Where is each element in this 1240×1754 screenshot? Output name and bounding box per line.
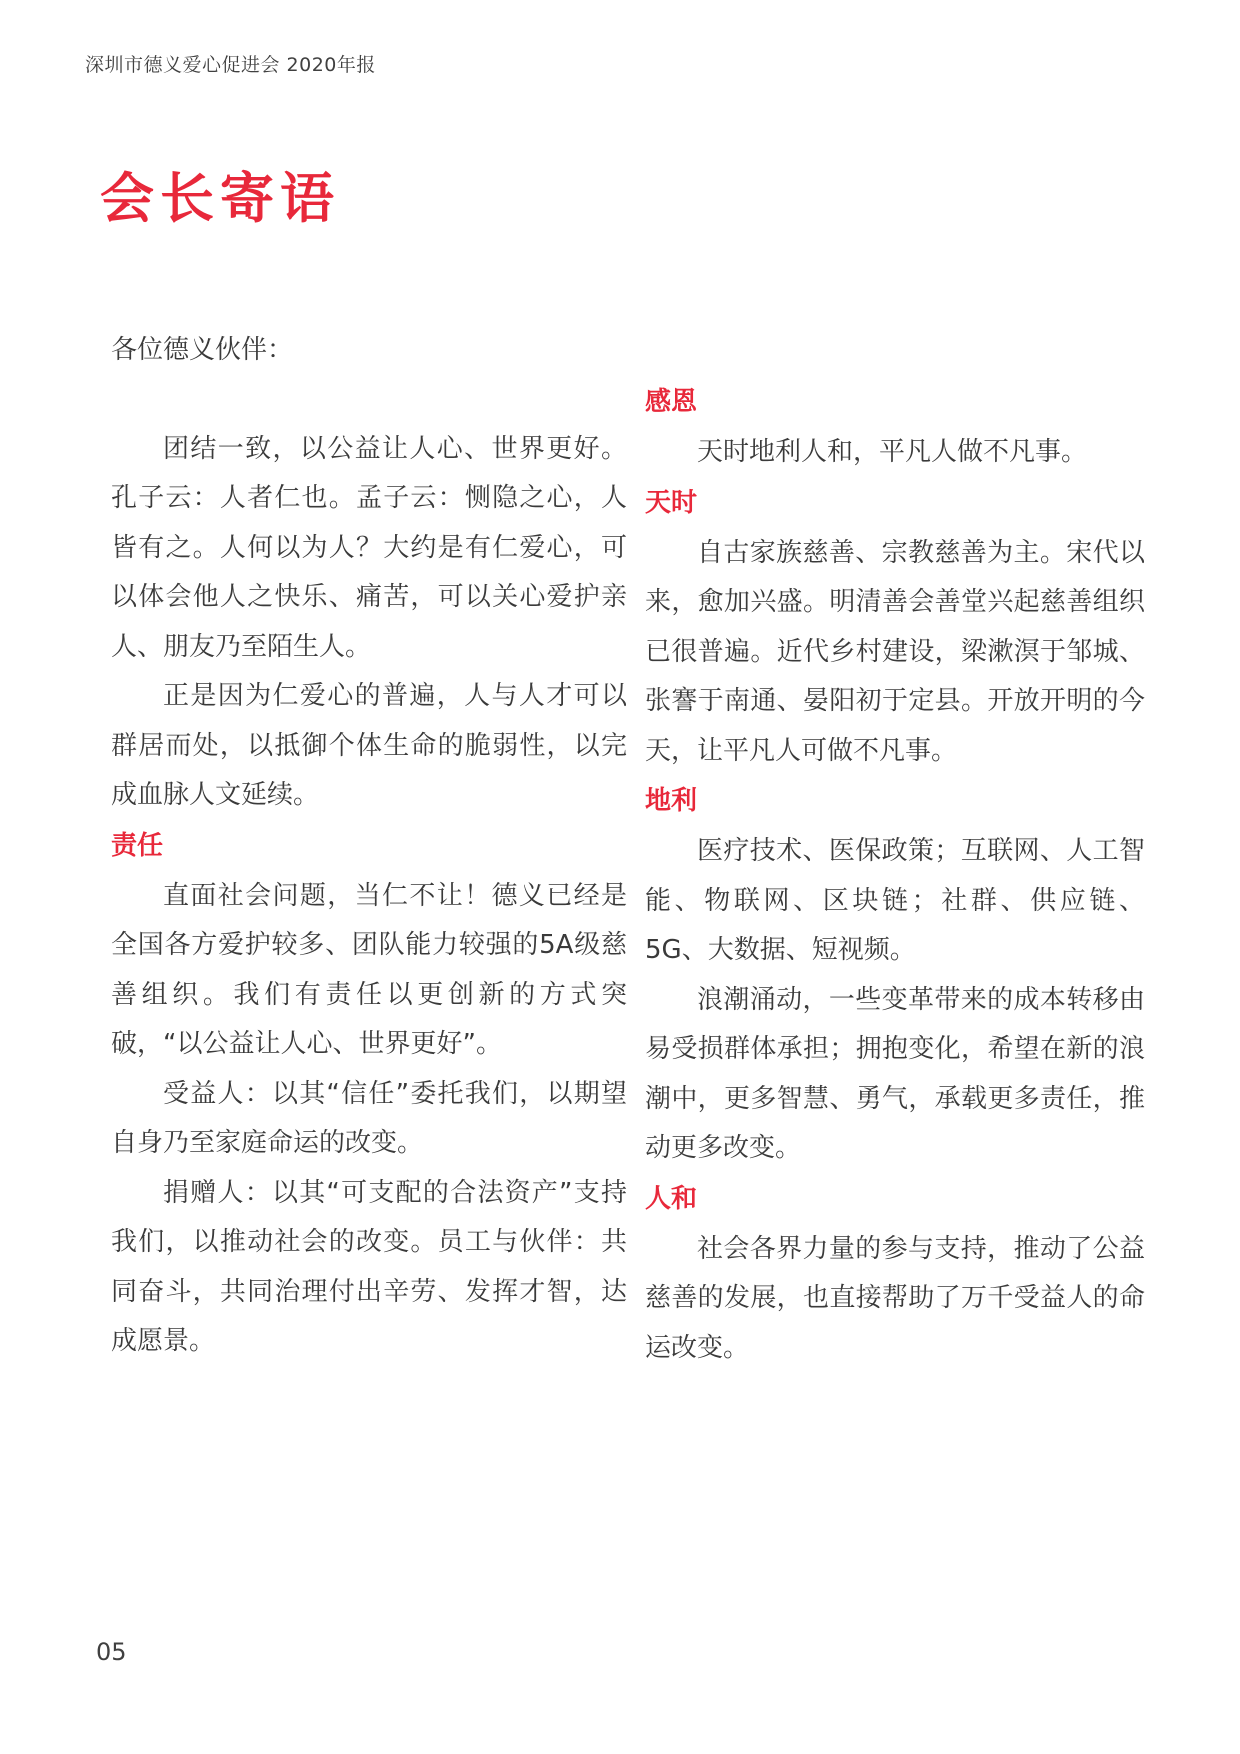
section-heading-responsibility: 责任 bbox=[111, 830, 164, 861]
responsibility-paragraph-3: 捐赠人：以其“可支配的合法资产”支持我们，以推动社会的改变。员工与伙伴：共同奋斗，共同治理付出辛劳、发挥才智，达成愿景。 bbox=[111, 1177, 627, 1356]
right-column bbox=[645, 377, 1145, 1373]
page-title: 会长寄语 bbox=[100, 167, 340, 230]
advantage-paragraph-2: 浪潮涌动，一些变革带来的成本转移由易受损群体承担；拥抱变化，希望在新的浪潮中，更多智慧、勇气，承载更多责任，推动更多改变。 bbox=[645, 984, 1145, 1163]
intro-paragraph-2: 正是因为仁爱心的普遍，人与人才可以群居而处，以抵御个体生命的脆弱性，以完成血脉人文延续。 bbox=[111, 681, 627, 810]
running-header: 深圳市德义爱心促进会 2020年报 bbox=[85, 54, 376, 76]
section-heading-timing: 天时 bbox=[645, 487, 698, 518]
section-heading-harmony: 人和 bbox=[645, 1183, 698, 1214]
timing-paragraph-1: 自古家族慈善、宗教慈善为主。宋代以来，愈加兴盛。明清善会善堂兴起慈善组织已很普遍。近代乡村建设，梁漱溟于邹城、张謇于南通、晏阳初于定县。开放开明的今天，让平凡人可做不凡事。 bbox=[645, 537, 1145, 766]
salutation: 各位德义伙伴： bbox=[111, 335, 294, 365]
responsibility-paragraph-2: 受益人：以其“信任”委托我们，以期望自身乃至家庭命运的改变。 bbox=[111, 1078, 627, 1158]
responsibility-paragraph-1: 直面社会问题，当仁不让！德义已经是全国各方爱护较多、团队能力较强的5A级慈善组织。我们有责任以更创新的方式突破，“以公益让人心、世界更好”。 bbox=[111, 880, 627, 1059]
left-column bbox=[111, 326, 627, 1367]
intro-paragraph-1: 团结一致，以公益让人心、世界更好。孔子云：人者仁也。孟子云：恻隐之心，人皆有之。人何以为人？大约是有仁爱心，可以体会他人之快乐、痛苦，可以关心爱护亲人、朋友乃至陌生人。 bbox=[111, 433, 627, 662]
advantage-paragraph-1: 医疗技术、医保政策；互联网、人工智能、物联网、区块链；社群、供应链、5G、大数据、短视频。 bbox=[645, 836, 1145, 965]
section-heading-gratitude: 感恩 bbox=[645, 387, 698, 417]
gratitude-paragraph-1: 天时地利人和，平凡人做不凡事。 bbox=[697, 437, 1088, 467]
section-heading-advantage: 地利 bbox=[645, 786, 698, 816]
page-number: 05 bbox=[96, 1638, 127, 1666]
harmony-paragraph-1: 社会各界力量的参与支持，推动了公益慈善的发展，也直接帮助了万千受益人的命运改变。 bbox=[645, 1233, 1145, 1363]
